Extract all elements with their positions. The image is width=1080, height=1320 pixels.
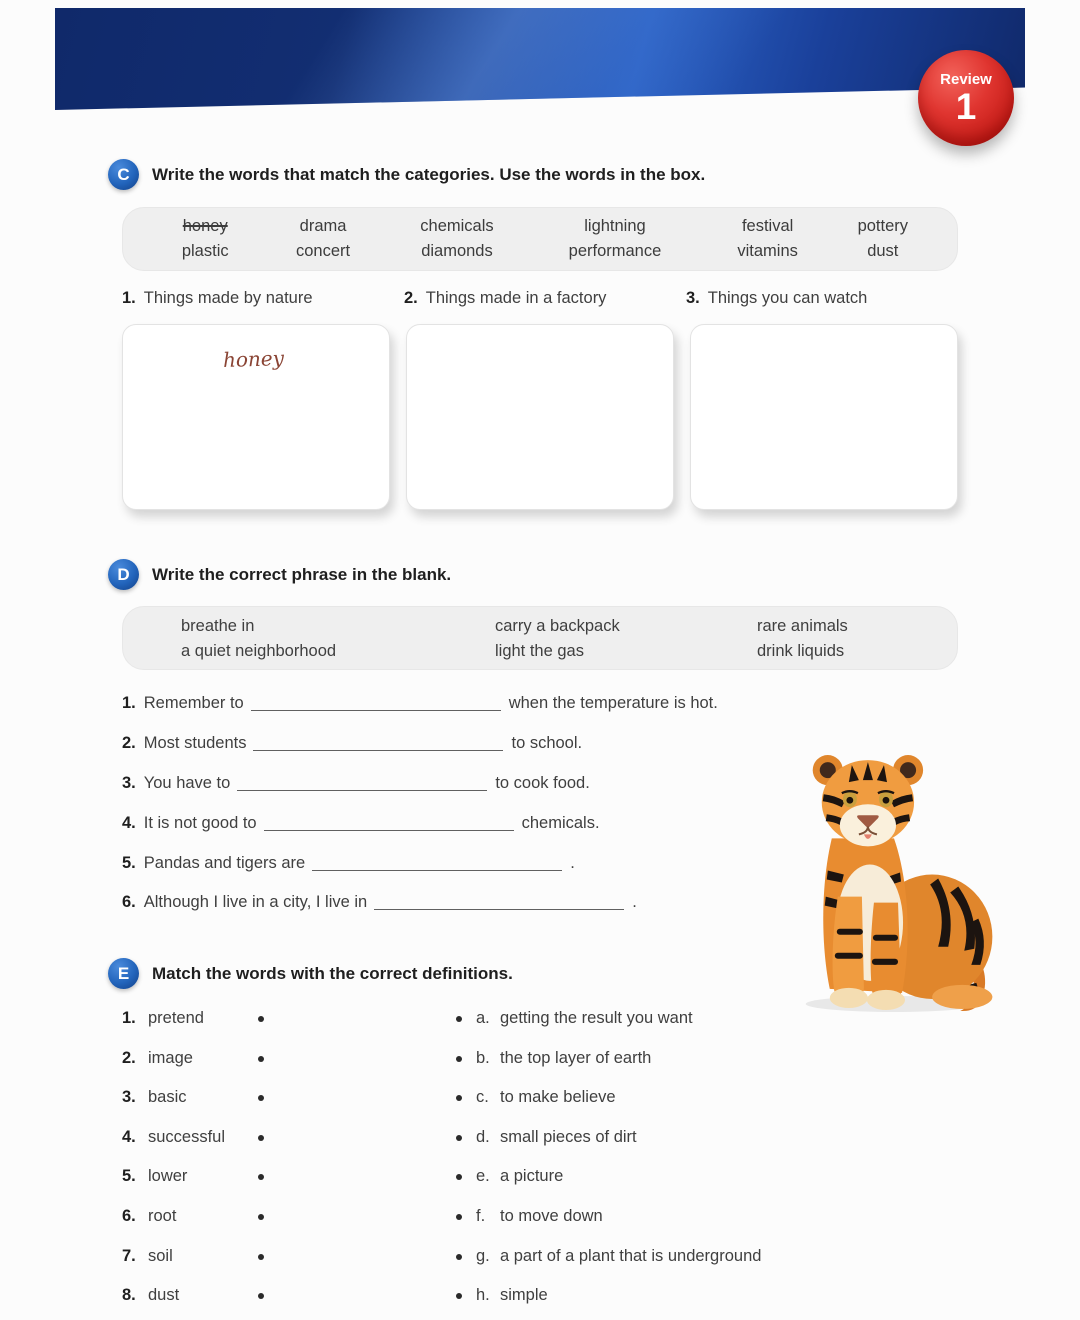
match-word: dust bbox=[148, 1286, 180, 1305]
category-label-3 bbox=[686, 289, 958, 308]
match-row-3 bbox=[122, 1078, 958, 1118]
match-dot-left[interactable] bbox=[258, 1174, 264, 1180]
word-bank-word-crossed: honey bbox=[182, 217, 228, 235]
phrase-bank-column bbox=[495, 614, 757, 664]
word-bank-column bbox=[529, 214, 700, 264]
match-row-6 bbox=[122, 1197, 958, 1237]
answer-blank[interactable] bbox=[374, 895, 624, 910]
section-e-title: Match the words with the correct definitions. bbox=[152, 963, 513, 983]
match-word: soil bbox=[148, 1246, 173, 1265]
definition-text: to move down bbox=[500, 1206, 603, 1225]
match-dot-left[interactable] bbox=[258, 1214, 264, 1220]
section-c-badge: C bbox=[108, 159, 139, 190]
review-badge-label: Review bbox=[940, 71, 992, 89]
category-text: Things you can watch bbox=[707, 289, 868, 307]
word-number: 7. bbox=[122, 1246, 136, 1265]
fill-blank-list bbox=[122, 684, 832, 923]
item-text-after: to cook food. bbox=[495, 773, 590, 792]
word-number: 6. bbox=[122, 1206, 136, 1225]
answer-blank[interactable] bbox=[237, 776, 487, 791]
item-text-after: to school. bbox=[511, 734, 583, 753]
match-dot-left[interactable] bbox=[258, 1254, 264, 1260]
phrase-bank-item: rare animals bbox=[757, 617, 848, 635]
match-dot-right[interactable] bbox=[456, 1174, 462, 1180]
match-row-4 bbox=[122, 1118, 958, 1158]
category-text: Things made by nature bbox=[143, 289, 313, 307]
item-text-before: You have to bbox=[143, 773, 231, 792]
definition-letter: g. bbox=[476, 1246, 490, 1265]
item-number: 6. bbox=[122, 893, 136, 912]
word-bank-word: concert bbox=[296, 242, 351, 260]
match-dot-left[interactable] bbox=[258, 1135, 264, 1141]
answer-box-watch[interactable] bbox=[690, 324, 958, 510]
section-d-header bbox=[108, 559, 451, 590]
phrase-bank-item: a quiet neighborhood bbox=[181, 642, 337, 660]
fill-blank-item-6 bbox=[122, 883, 832, 923]
definition-text: a picture bbox=[500, 1167, 564, 1186]
fill-blank-item-2 bbox=[122, 724, 832, 764]
definition-text: getting the result you want bbox=[500, 1009, 693, 1027]
item-text-before: Most students bbox=[143, 734, 247, 753]
section-e-badge: E bbox=[108, 958, 139, 989]
item-text-before: Pandas and tigers are bbox=[143, 853, 306, 872]
item-number: 3. bbox=[122, 773, 136, 792]
review-badge bbox=[918, 50, 1014, 146]
word-bank-column bbox=[701, 214, 835, 264]
word-number: 2. bbox=[122, 1048, 136, 1067]
section-d-badge: D bbox=[108, 559, 139, 590]
review-badge-number: 1 bbox=[955, 86, 977, 128]
phrase-bank-box bbox=[122, 606, 958, 670]
word-number: 4. bbox=[122, 1127, 136, 1146]
handwritten-answer: honey bbox=[222, 345, 285, 373]
item-text-before: It is not good to bbox=[143, 813, 257, 832]
item-text-before: Remember to bbox=[143, 694, 244, 713]
fill-blank-item-1 bbox=[122, 684, 832, 724]
match-row-8 bbox=[122, 1276, 958, 1316]
header-band-highlight bbox=[266, 0, 795, 131]
word-bank-word: drama bbox=[299, 217, 347, 235]
item-number: 5. bbox=[122, 853, 136, 872]
word-number: 8. bbox=[122, 1286, 136, 1305]
match-dot-right[interactable] bbox=[456, 1056, 462, 1062]
item-text-after: . bbox=[570, 853, 575, 872]
match-dot-right[interactable] bbox=[456, 1254, 462, 1260]
tiger-image-svg bbox=[778, 738, 1006, 1014]
item-text-before: Although I live in a city, I live in bbox=[143, 893, 368, 912]
phrase-bank-column bbox=[181, 614, 495, 664]
match-word: pretend bbox=[148, 1009, 204, 1027]
match-dot-left[interactable] bbox=[258, 1095, 264, 1101]
definition-text: simple bbox=[500, 1286, 548, 1305]
definition-letter: f. bbox=[476, 1206, 486, 1225]
tiger-image bbox=[778, 738, 1006, 1014]
item-text-after: when the temperature is hot. bbox=[508, 694, 718, 713]
match-row-5 bbox=[122, 1157, 958, 1197]
header-band bbox=[55, 8, 1025, 110]
word-number: 5. bbox=[122, 1167, 136, 1186]
category-label-2 bbox=[404, 289, 686, 308]
section-e-header bbox=[108, 958, 513, 989]
category-number: 1. bbox=[122, 289, 136, 307]
definition-text: a part of a plant that is underground bbox=[500, 1246, 762, 1265]
phrase-bank-item: light the gas bbox=[495, 642, 584, 660]
match-dot-left[interactable] bbox=[258, 1293, 264, 1299]
definition-letter: e. bbox=[476, 1167, 490, 1186]
category-number: 3. bbox=[686, 289, 700, 307]
definition-letter: a. bbox=[476, 1009, 490, 1027]
match-dot-right[interactable] bbox=[456, 1016, 462, 1022]
match-dot-right[interactable] bbox=[456, 1293, 462, 1299]
section-d-title: Write the correct phrase in the blank. bbox=[152, 564, 452, 584]
phrase-bank-item: drink liquids bbox=[757, 642, 845, 660]
category-label-1 bbox=[122, 289, 404, 308]
category-text: Things made in a factory bbox=[425, 289, 607, 307]
match-word: successful bbox=[148, 1127, 226, 1146]
item-number: 1. bbox=[122, 694, 136, 713]
word-bank-word: vitamins bbox=[737, 242, 798, 260]
match-dot-right[interactable] bbox=[456, 1135, 462, 1141]
answer-boxes bbox=[122, 324, 958, 510]
match-word: lower bbox=[148, 1167, 188, 1186]
word-bank-word: chemicals bbox=[420, 217, 494, 235]
fill-blank-item-5 bbox=[122, 843, 832, 883]
word-bank-word: diamonds bbox=[421, 242, 493, 260]
definition-text: the top layer of earth bbox=[500, 1048, 652, 1067]
definition-letter: b. bbox=[476, 1048, 490, 1067]
word-bank-word: lightning bbox=[584, 217, 646, 235]
fill-blank-item-3 bbox=[122, 764, 832, 804]
section-c-title: Write the words that match the categories. Use the words in the box. bbox=[152, 164, 706, 184]
word-bank-word: pottery bbox=[857, 217, 909, 235]
match-dot-left[interactable] bbox=[258, 1056, 264, 1062]
item-number: 4. bbox=[122, 813, 136, 832]
item-number: 2. bbox=[122, 734, 136, 753]
definition-text: small pieces of dirt bbox=[500, 1127, 637, 1146]
word-bank-word: performance bbox=[568, 242, 662, 260]
word-number: 1. bbox=[122, 1009, 136, 1027]
match-row-7 bbox=[122, 1237, 958, 1277]
word-bank-column bbox=[261, 214, 384, 264]
word-number: 3. bbox=[122, 1088, 136, 1107]
definition-letter: h. bbox=[476, 1286, 490, 1305]
phrase-bank-column bbox=[757, 614, 957, 664]
match-row-2 bbox=[122, 1039, 958, 1079]
match-dot-right[interactable] bbox=[456, 1214, 462, 1220]
answer-blank[interactable] bbox=[264, 816, 514, 831]
match-word: image bbox=[148, 1048, 193, 1067]
answer-blank[interactable] bbox=[251, 696, 501, 711]
category-number: 2. bbox=[404, 289, 418, 307]
word-bank-box bbox=[122, 207, 958, 271]
definition-letter: c. bbox=[476, 1088, 489, 1107]
match-word: basic bbox=[148, 1088, 187, 1107]
item-text-after: . bbox=[632, 893, 637, 912]
phrase-bank-item: carry a backpack bbox=[495, 617, 620, 635]
answer-blank[interactable] bbox=[253, 736, 503, 751]
section-c-header bbox=[108, 159, 705, 190]
match-dot-left[interactable] bbox=[258, 1016, 264, 1022]
answer-box-factory[interactable] bbox=[406, 324, 674, 510]
match-word: root bbox=[148, 1206, 177, 1225]
definition-text: to make believe bbox=[500, 1088, 616, 1107]
answer-box-nature[interactable] bbox=[122, 324, 390, 510]
word-bank-word: dust bbox=[867, 242, 899, 260]
word-bank-column bbox=[149, 214, 261, 264]
definition-letter: d. bbox=[476, 1127, 490, 1146]
word-bank-word: festival bbox=[741, 217, 794, 235]
word-bank-word: plastic bbox=[181, 242, 229, 260]
match-row-1 bbox=[122, 999, 958, 1039]
word-bank-column bbox=[385, 214, 530, 264]
item-text-after: chemicals. bbox=[521, 813, 600, 832]
matching-exercise bbox=[122, 999, 958, 1316]
answer-blank[interactable] bbox=[312, 856, 562, 871]
phrase-bank-item: breathe in bbox=[181, 617, 255, 635]
word-bank-column bbox=[835, 214, 931, 264]
match-dot-right[interactable] bbox=[456, 1095, 462, 1101]
category-labels bbox=[122, 289, 958, 308]
fill-blank-item-4 bbox=[122, 803, 832, 843]
